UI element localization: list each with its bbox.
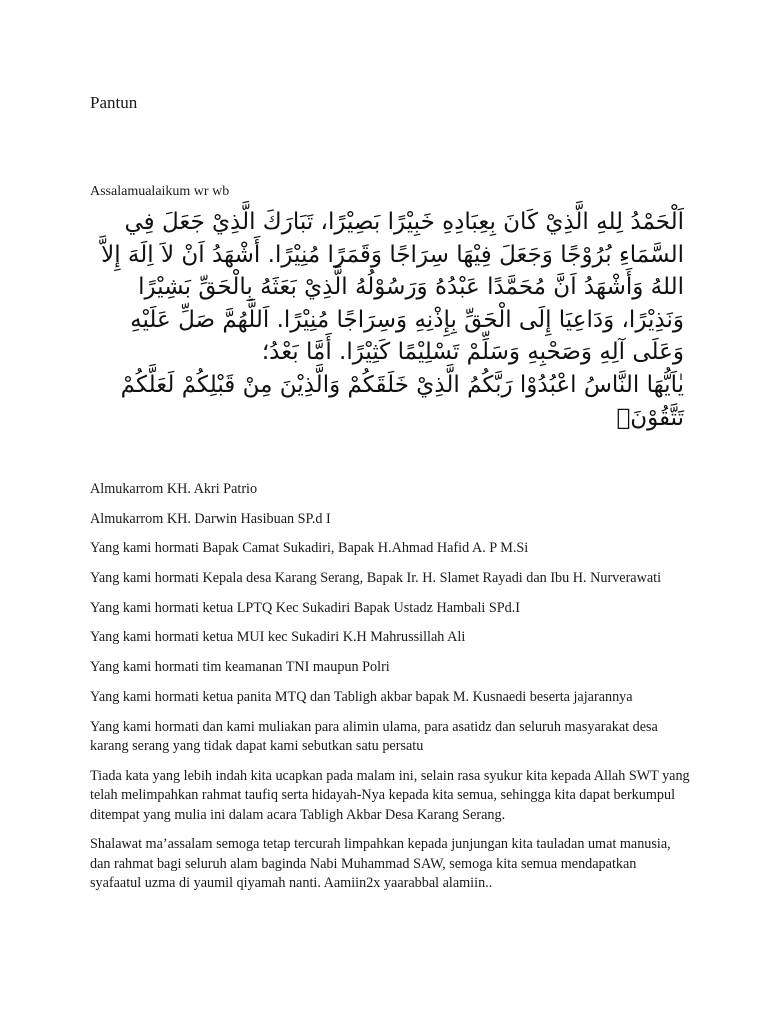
paragraph: Shalawat ma’assalam semoga tetap tercurah limpahkan kepada junjungan kita tauladan umat manusia, dan rahmat bagi seluruh alam baginda Nabi Muhammad SAW, semoga kita semua mendapatkan syafaatul uzma di yaumil qiyamah nanti. Aamiin2x yaarabbal alamiin.. [90,836,671,892]
arabic-opening: اَلْحَمْدُ لِلهِ الَّذِيْ كَانَ بِعِبَادِهِ خَبِيْرًا بَصِيْرًا، تَبَارَكَ الَّذِيْ جَعَلَ فِي السَّمَاءِ بُرُوْجًا وَجَعَلَ فِيْهَا سِرَاجًا وَقَمَرًا مُنِيْرًا. أَشْهَدُ اَنْ لاَ اِلَهَ إِلاَّ اللهُ وَأَشْهَدُ اَنَّ مُحَمَّدًا عَبْدُهُ وَرَسُوْلُهُ الَّذِيْ بَعَثَهُ بِالْحَقِّ بَشِيْرًا وَنَذِيْرًا، وَدَاعِيَا إِلَى الْحَقِّ بِإِذْنِهِ وَسِرَاجًا مُنِيْرًا. اَللَّهُمَّ صَلِّ عَلَيْهِ وَعَلَى آلِهِ وَصَحْبِهِ وَسَلِّمْ تَسْلِيْمًا كَثِيْرًا. أَمَّا بَعْدُ؛ [101,209,684,366]
paragraph: Yang kami hormati ketua panita MTQ dan Tabligh akbar bapak M. Kusnaedi beserta jajarannya [90,688,633,705]
arabic-opening-block [88,206,684,434]
paragraph: Yang kami hormati ketua MUI kec Sukadiri K.H Mahrussillah Ali [90,629,466,646]
paragraph: Yang kami hormati dan kami muliakan para alimin ulama, para asatidz dan seluruh masyarakat desa karang serang yang tidak dapat kami sebutkan satu persatu [90,718,658,754]
paragraph: Tiada kata yang lebih indah kita ucapkan pada malam ini, selain rasa syukur kita kepada Allah SWT yang telah melimpahkan rahmat taufiq serta hidayah-Nya kepada kita semua, sehingga kita dapat berkumpul ditempat yang mulia ini dalam acara Tabligh Akbar Desa Karang Serang. [90,767,690,823]
paragraph: Almukarrom KH. Akri Patrio [90,481,258,497]
paragraph: Yang kami hormati ketua LPTQ Kec Sukadiri Bapak Ustadz Hambali SPd.I [90,599,521,616]
body-text [90,480,690,904]
paragraph: Almukarrom KH. Darwin Hasibuan SP.d I [90,510,331,527]
paragraph: Yang kami hormati tim keamanan TNI maupun Polri [90,659,390,676]
paragraph: Yang kami hormati Kepala desa Karang Serang, Bapak Ir. H. Slamet Rayadi dan Ibu H. Nurverawati [90,570,662,587]
page-title: Pantun [90,93,138,112]
greeting: Assalamualaikum wr wb [90,184,230,199]
paragraph: Yang kami hormati Bapak Camat Sukadiri, Bapak H.Ahmad Hafid A. P M.Si [90,540,529,557]
arabic-verse: يٰاَيُّهَا النَّاسُ اعْبُدُوْا رَبَّكُمُ الَّذِيْ خَلَقَكُمْ وَالَّذِيْنَ مِنْ قَبْلِكُمْ لَعَلَّكُمْ تَتَّقُوْنَۙ [120,371,684,431]
